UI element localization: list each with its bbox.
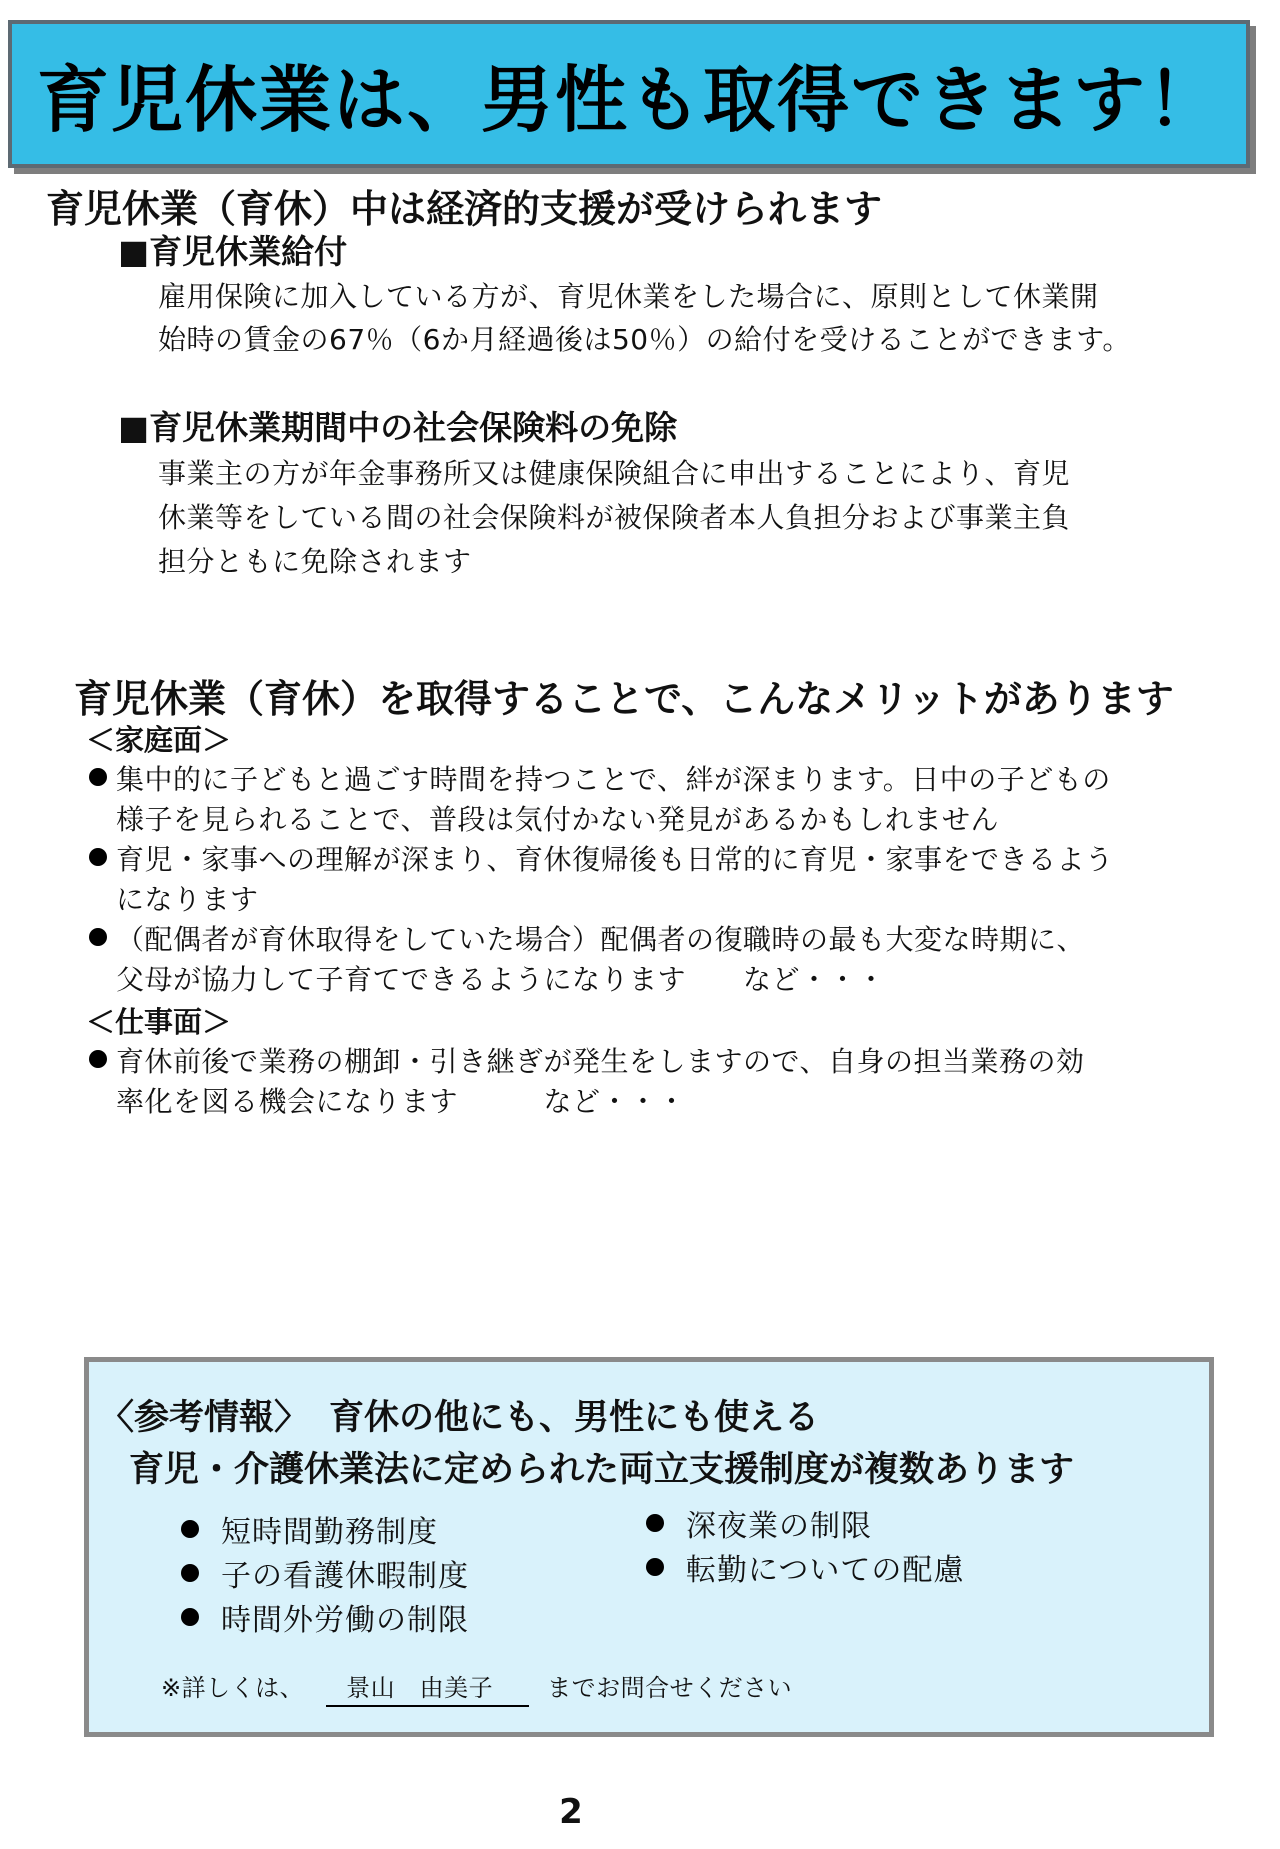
reference-item: 転勤についての配慮 [686, 1553, 965, 1588]
page-number: 2 [559, 1792, 583, 1832]
reference-label: 〈参考情報〉 [99, 1398, 310, 1438]
bullet-icon [181, 1564, 199, 1582]
section1-sub2-line: 担分ともに免除されます [158, 545, 472, 578]
section1-sub2-line: 休業等をしている間の社会保険料が被保険者本人負担分および事業主負 [158, 501, 1071, 534]
bullet-icon [89, 848, 107, 866]
reference-box [84, 1357, 1214, 1737]
section1-sub1-heading: ■育児休業給付 [118, 232, 348, 271]
page-title: 育児休業は、男性も取得できます！ [36, 58, 1221, 142]
section1-sub2-heading: ■育児休業期間中の社会保険料の免除 [118, 408, 678, 447]
reference-item: 短時間勤務制度 [221, 1515, 438, 1550]
family-item-line: （配偶者が育休取得をしていた場合）配偶者の復職時の最も大変な時期に、 [116, 923, 1086, 956]
bullet-icon [181, 1520, 199, 1538]
section1-heading: 育児休業（育休）中は経済的支援が受けられます [46, 187, 883, 231]
reference-item: 時間外労働の制限 [221, 1603, 469, 1638]
work-item-line: 率化を図る機会になります など・・・ [116, 1085, 687, 1118]
family-item-line: になります [116, 883, 259, 916]
work-heading: ＜仕事面＞ [86, 1005, 232, 1039]
contact-prefix: ※詳しくは、 [161, 1674, 305, 1702]
section1-sub1-line: 始時の賃金の67％（6か月経過後は50％）の給付を受けることができます。 [158, 323, 1131, 356]
bullet-icon [181, 1608, 199, 1626]
title-banner [8, 20, 1250, 168]
bullet-icon [89, 768, 107, 786]
reference-heading-line1 [99, 1390, 819, 1440]
section1-sub1-line: 雇用保険に加入している方が、育児休業をした場合に、原則として休業開 [158, 280, 1099, 313]
reference-heading-text: 育休の他にも、男性にも使える [329, 1398, 820, 1438]
family-item-line: 父母が協力して子育てできるようになります など・・・ [116, 963, 886, 996]
bullet-icon [646, 1514, 664, 1532]
family-item-line: 様子を見られることで、普段は気付かない発見があるかもしれません [116, 803, 999, 836]
bullet-icon [89, 928, 107, 946]
family-item-line: 集中的に子どもと過ごす時間を持つことで、絆が深まります。日中の子どもの [116, 763, 1111, 796]
family-item-line: 育児・家事への理解が深まり、育休復帰後も日常的に育児・家事をできるよう [116, 843, 1114, 876]
family-heading: ＜家庭面＞ [86, 723, 232, 757]
contact-suffix: までお問合せください [547, 1674, 793, 1702]
contact-line [161, 1668, 792, 1707]
section2-heading: 育児休業（育休）を取得することで、こんなメリットがあります [74, 677, 1174, 721]
reference-item: 深夜業の制限 [686, 1509, 872, 1544]
work-item-line: 育休前後で業務の棚卸・引き継ぎが発生をしますので、自身の担当業務の効 [116, 1045, 1085, 1078]
section1-sub2-line: 事業主の方が年金事務所又は健康保険組合に申出することにより、育児 [158, 457, 1071, 490]
contact-name: 景山 由美子 [326, 1668, 529, 1707]
bullet-icon [89, 1050, 107, 1068]
reference-item: 子の看護休暇制度 [221, 1559, 469, 1594]
reference-heading-line2: 育児・介護休業法に定められた両立支援制度が複数あります [129, 1450, 1075, 1490]
bullet-icon [646, 1558, 664, 1576]
